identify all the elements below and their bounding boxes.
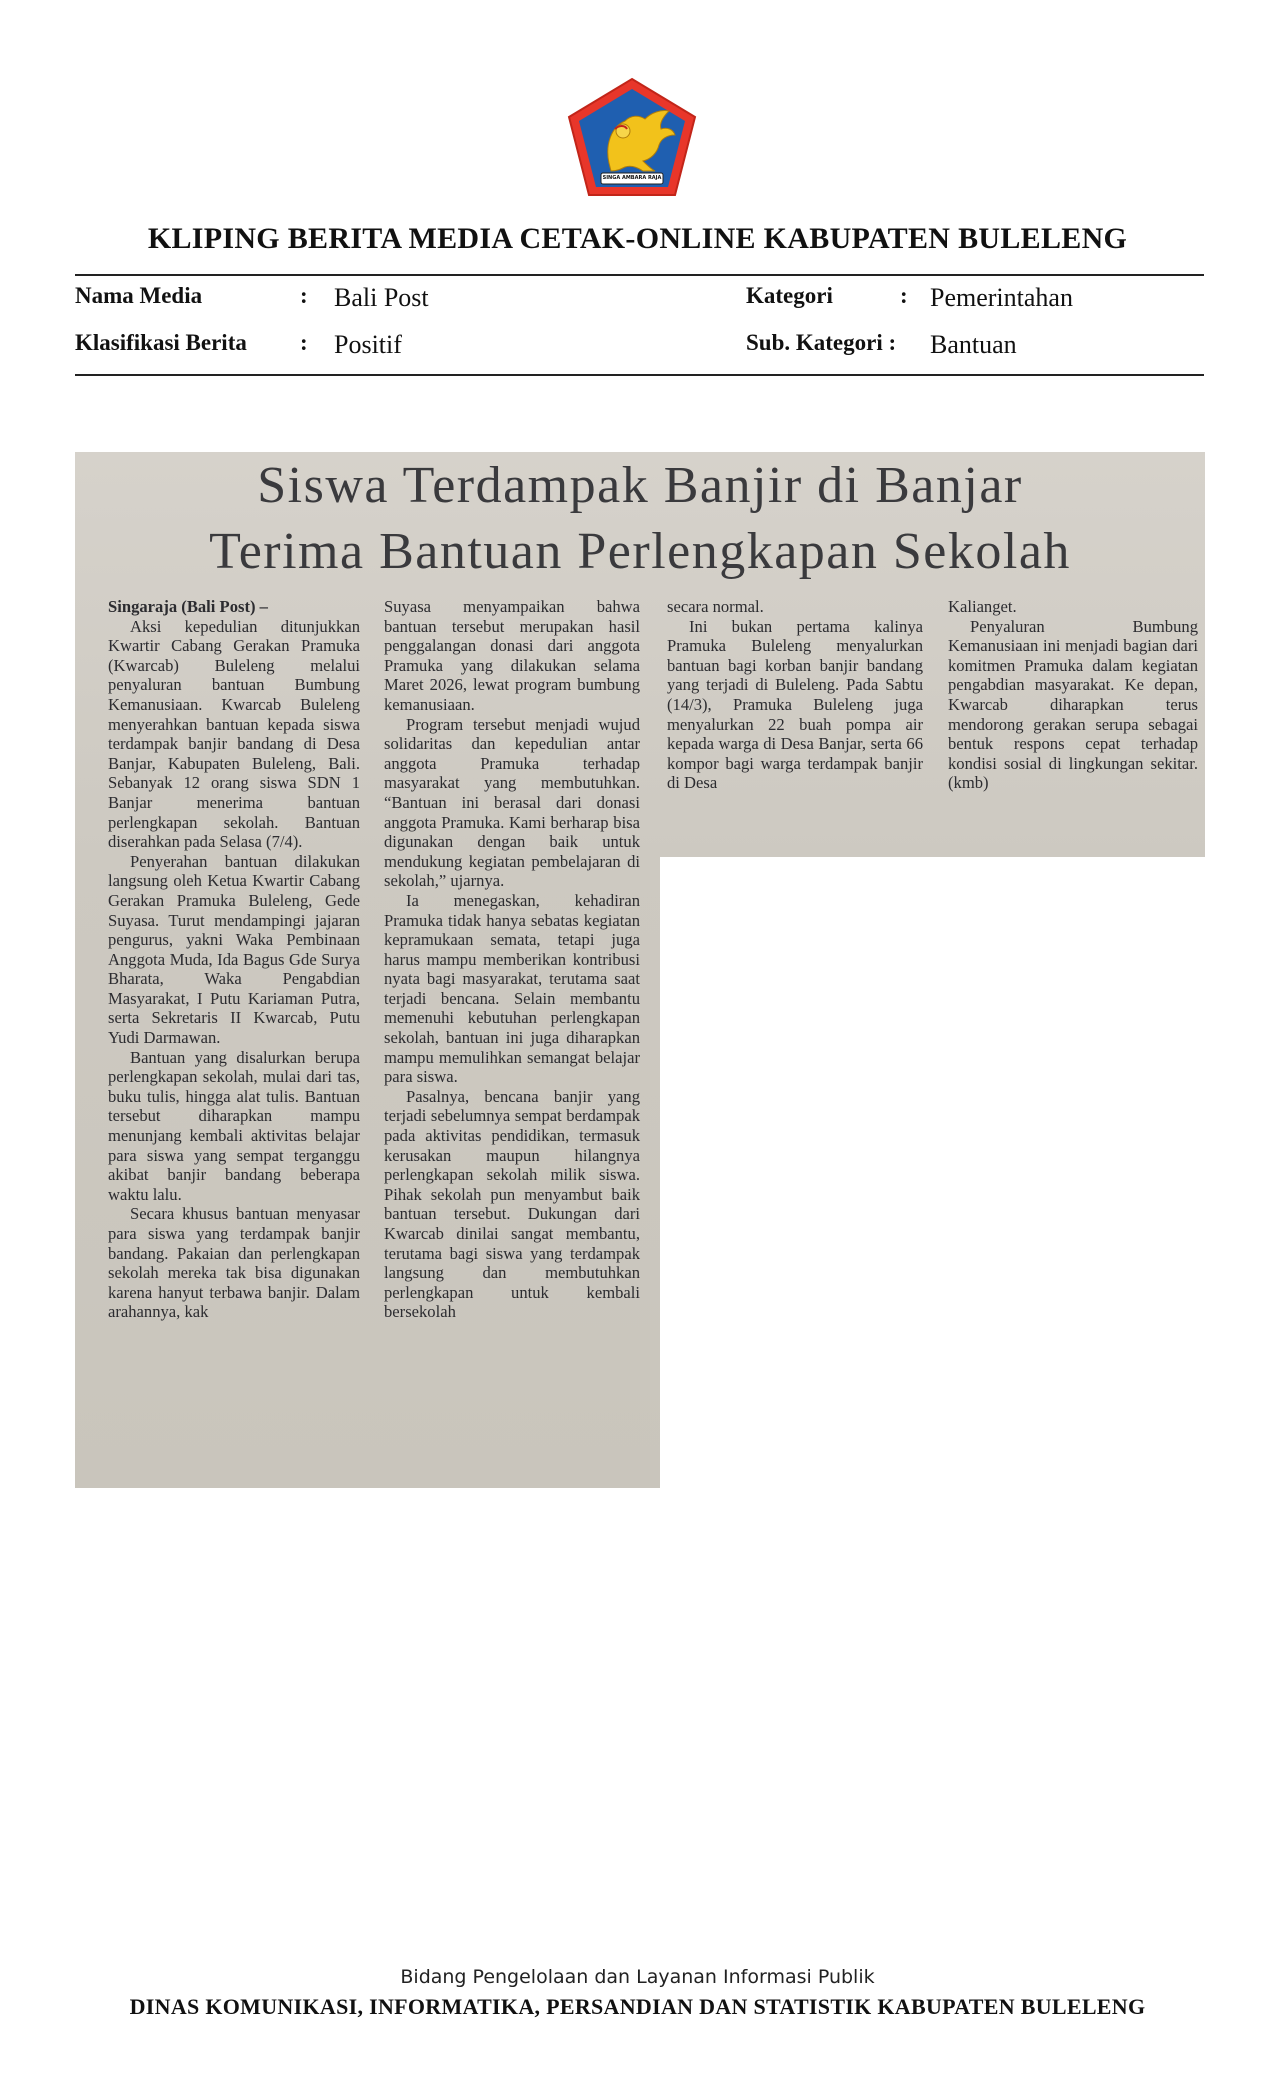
article-paragraph: Penyerahan bantuan dilakukan langsung oleh Ketua Kwartir Cabang Gerakan Pramuka Buleleng, Gede Suyasa. Turut mendampingi jajaran pengurus, yakni Waka Pembinaan Anggota Muda, Ida Bagus Gde Surya Bharata, Waka Pengabdian Masyarakat, I Putu Kariaman Putra, serta Sekretaris II Kwarcab, Putu Yudi Darmawan. — [108, 851, 360, 1048]
media-label: Nama Media — [75, 283, 203, 308]
page-title: KLIPING BERITA MEDIA CETAK-ONLINE KABUPATEN BULELENG — [147, 222, 1128, 255]
article-headline-line2: Terima Bantuan Perlengkapan Sekolah — [209, 523, 1071, 580]
article-paragraph: Ini bukan pertama kalinya Pramuka Buleleng menyalurkan bantuan bagi korban banjir bandang yang terjadi di Buleleng. Pada Sabtu (14/3), Pramuka Buleleng juga menyalurkan 22 buah pompa air kepada warga di Desa Banjar, serta 66 kompor bagi warga terdampak banjir di Desa — [667, 616, 923, 793]
klasifikasi-colon: : — [300, 330, 308, 355]
kategori-value: Pemerintahan — [930, 283, 1073, 312]
article-paragraph: secara normal. — [667, 597, 764, 616]
kategori-label: Kategori — [746, 283, 833, 308]
footer-department: Bidang Pengelolaan dan Layanan Informasi Publik — [400, 1966, 875, 1988]
article-paragraph: Bantuan yang disalurkan berupa perlengkapan sekolah, mulai dari tas, buku tulis, hingga alat tulis. Bantuan tersebut diharapkan mampu menunjang kembali aktivitas belajar para siswa yang sempat terganggu akibat banjir bandang beberapa waktu lalu. — [108, 1047, 360, 1204]
subkategori-label: Sub. Kategori : — [746, 330, 897, 355]
article-paragraph: Kalianget. — [948, 597, 1017, 616]
article-paragraph: Secara khusus bantuan menyasar para siswa yang terdampak banjir bandang. Pakaian dan perlengkapan sekolah mereka tak bisa digunakan karena hanyut terbawa banjir. Dalam arahannya, kak — [108, 1204, 360, 1322]
meta-divider — [75, 374, 1204, 376]
article-paragraph: Aksi kepedulian ditunjukkan Kwartir Cabang Gerakan Pramuka (Kwarcab) Buleleng melalui penyaluran bantuan Bumbung Kemanusiaan. Kwarcab Buleleng menyerahkan bantuan kepada siswa terdampak banjir bandang di Desa Banjar, Kabupaten Buleleng, Bali. Sebanyak 12 orang siswa SDN 1 Banjar menerima bantuan perlengkapan sekolah. Bantuan diserahkan pada Selasa (7/4). — [108, 616, 360, 852]
article-column-4 — [948, 597, 1198, 793]
kategori-colon: : — [900, 283, 908, 308]
article-headline-line1: Siswa Terdampak Banjir di Banjar — [257, 457, 1023, 514]
footer-agency: DINAS KOMUNIKASI, INFORMATIKA, PERSANDIAN DAN STATISTIK KABUPATEN BULELENG — [129, 1994, 1146, 2019]
logo-caption: SINGA AMBARA RAJA — [602, 175, 662, 181]
article-column-2 — [384, 597, 640, 1322]
klasifikasi-value: Positif — [334, 330, 402, 359]
article-column-1 — [108, 597, 360, 1322]
article-dateline: Singaraja (Bali Post) – — [108, 597, 268, 616]
media-colon: : — [300, 283, 308, 308]
top-divider — [75, 274, 1204, 276]
subkategori-value: Bantuan — [930, 330, 1017, 359]
article-paragraph: Pasalnya, bencana banjir yang terjadi sebelumnya sempat berdampak pada aktivitas pendidikan, termasuk kerusakan maupun hilangnya perlengkapan sekolah milik siswa. Pihak sekolah pun menyambut baik bantuan tersebut. Dukungan dari Kwarcab dinilai sangat membantu, terutama bagi siswa yang terdampak langsung dan membutuhkan perlengkapan untuk kembali bersekolah — [384, 1086, 640, 1322]
media-value: Bali Post — [334, 283, 429, 312]
article-paragraph: Ia menegaskan, kehadiran Pramuka tidak hanya sebatas kegiatan kepramukaan semata, tetapi juga harus mampu memberikan kontribusi nyata bagi masyarakat, terutama saat terjadi bencana. Selain membantu memenuhi kebutuhan perlengkapan sekolah, bantuan ini juga diharapkan mampu memulihkan semangat belajar para siswa. — [384, 890, 640, 1087]
article-column-3 — [667, 597, 923, 793]
klasifikasi-label: Klasifikasi Berita — [75, 330, 247, 355]
agency-logo — [565, 75, 700, 200]
article-paragraph: Suyasa menyampaikan bahwa bantuan tersebut merupakan hasil penggalangan donasi dari anggota Pramuka yang dilakukan selama Maret 2026, lewat program bumbung kemanusiaan. — [384, 597, 640, 714]
article-paragraph: Penyaluran Bumbung Kemanusiaan ini menjadi bagian dari komitmen Pramuka dalam kegiatan pengabdian masyarakat. Ke depan, Kwarcab diharapkan terus mendorong gerakan serupa sebagai bentuk respons cepat terhadap kondisi sosial di lingkungan sekitar. (kmb) — [948, 616, 1198, 793]
article-paragraph: Program tersebut menjadi wujud solidaritas dan kepedulian antar anggota Pramuka terhadap masyarakat yang membutuhkan. “Bantuan ini berasal dari donasi anggota Pramuka. Kami berharap bisa digunakan dengan baik untuk mendukung kegiatan pembelajaran di sekolah,” ujarnya. — [384, 714, 640, 891]
